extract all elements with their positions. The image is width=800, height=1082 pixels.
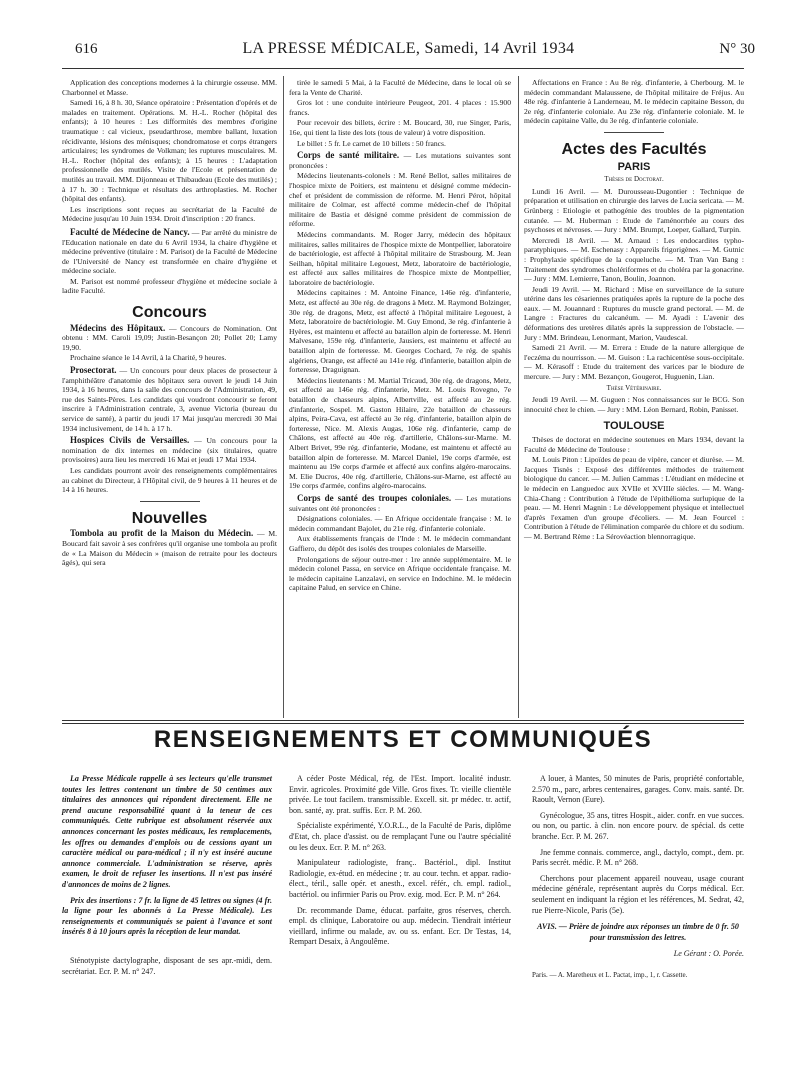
news-item	[62, 436, 277, 465]
column-3	[524, 78, 744, 543]
journal-title: LA PRESSE MÉDICALE, Samedi, 14 Avril 1934	[242, 40, 575, 57]
classified-column-3	[532, 774, 744, 981]
item-body: — Un concours pour deux places de prosecteur à l'amphithéâtre d'anatomie des hôpitaux sera ouvert le jeudi 14 Juin 1934, à 16 heures, dans la salle des concours de l'Administration, 49, rue des Saints-Pères. Les candidats qui voudront concourir se feront inscrire à l'Administration centrale, 3, avenue Victoria (bureau du service de santé), à partir du jeudi 17 Mai jusqu'au mercredi 30 Mai 1934 inclusivement, de 14 h. à 17 h.	[62, 366, 277, 433]
renseignements-title: RENSEIGNEMENTS ET COMMUNIQUÉS	[153, 726, 653, 753]
paragraph: Mercredi 18 Avril. — M. Arnaud : Les endocardites typho-paratyphiques. — M. Eschenasy : Appareils frigorigènes. — M. Gutnic : Prophylaxie spécifique de la coqueluche. — M. Tran Van Bang : Traitement des syndromes cholériformes et du choléra par la gonacrine. — Jury : MM. Lemierre, Tanon, Boulin, Joannon.	[524, 235, 744, 284]
page-header	[75, 40, 755, 66]
paragraph: Médecins lieutenants-colonels : M. René Bellot, salles militaires de l'hospice mixte de Poitiers, est maintenu et désigné comme médecin-chef et président de commission de réforme. M. Henri Pérot, hôpital militaire de Colmar, est affecté comme médecin-chef de l'hôpital militaire de Bastia et désigné comme président de commission de réforme.	[289, 171, 511, 229]
item-heading: Corps de santé militaire.	[297, 150, 400, 161]
news-item	[62, 228, 277, 276]
issue-number: N° 30	[719, 41, 755, 57]
header-rule	[62, 68, 744, 69]
paragraph: Jeudi 19 Avril. — M. Guguen : Nos connaissances sur le BCG. Son innocuité chez le chien. — Jury : MM. Léon Bernard, Robin, Panisset.	[524, 395, 744, 414]
news-item	[62, 366, 277, 433]
avis-notice: AVIS. — Prière de joindre aux réponses un timbre de 0 fr. 50 pour transmission des lettres.	[537, 922, 739, 942]
item-body: — M. Boucard fait savoir à ses confrères qu'il organise une tombola au profit de « La Maison du Médecin » (maison de retraite pour les docteurs âgés), qui sera	[62, 529, 277, 568]
page-number: 616	[75, 41, 98, 57]
classified-column-1	[62, 774, 272, 982]
section-rule	[604, 132, 664, 133]
item-body: — Les mutations suivantes sont prononcées :	[289, 151, 512, 170]
paragraph: Lundi 16 Avril. — M. Durousseau-Dugontier : Technique de préparation et utilisation en chirurgie des larves de Lucia sericata. — M. Grünberg : Etiologie et pathogénie des troubles de la pigmentation cutanée. — M. Huberman : Etude de l'aménorrhée au cours des psychoses et névroses. — Jury : MM. Brumpt, Loeper, Gallard, Turpin.	[524, 186, 744, 235]
price-notice: Prix des insertions : 7 fr. la ligne de 45 lettres ou signes (4 fr. la ligne pour les abonnés à La Presse Médicale). Les renseignements et communiqués se paient à l'avance et sont insérés 8 à 10 jours après la réception de leur mandat.	[62, 895, 272, 937]
classified-ad: Gynécologue, 35 ans, titres Hospit., aider. confr. en vue succes. ou non, ou partic. à clin. non encore pourv. de spécial. ds cette branche. Ecr. P. M. 267.	[532, 810, 744, 841]
section-rule	[62, 720, 744, 721]
section-rule	[62, 723, 744, 724]
paragraph: M. Louis Piton : Lipoïdes de peau de vipère, cancer et diurèse. — M. Jacques Tisnès : Exposé des différentes méthodes de traitement biologique du cancer. — M. Julien Cammas : L'étudiant en médecine et le médecin en Languedoc aux XVIIe et XVIIIe siècles. — M. Wang-Chia-Chang : Contribution à l'étude de l'épithélioma surlupique de la peau. — M. Henri Magnin : Le développement physique et intellectuel d'après l'examen d'un groupe d'écoliers. — M. Jean Fourcel : Contribution à l'étude de l'élimination comparée du chlore et du sodium. — M. Bertrand Rème : La Sérovéaction blennorragique.	[524, 455, 744, 541]
printer-line: Paris. — A. Maretheux et L. Pactat, imp., 1, r. Cassette.	[532, 970, 688, 979]
paragraph: Médecins commandants. M. Roger Jarry, médecin des hôpitaux militaires, salles militaires de l'hospice mixte de Montpellier, laboratoire de bactériologie, est affecté à l'hôpital militaire de Strasbourg. M. Jean Seilhan, hôpital militaire Legouest, Metz, laboratoire de bactériologie, est affecté aux salles militaires de l'hospice mixte de Montpellier, laboratoire de bactériologie.	[289, 229, 511, 287]
item-heading: Hospices Civils de Versailles.	[70, 435, 190, 446]
item-heading: Corps de santé des troupes coloniales.	[297, 492, 452, 503]
news-item	[62, 529, 277, 567]
subheading-theses: Thèses de Doctorat.	[604, 175, 664, 184]
paragraph: Médecins lieutenants : M. Martial Tricaud, 30e rég. de dragons, Metz, est affecté au 146e rég. d'infanterie, Metz. M. Louis Rovegno, 7e bataillon de chasseurs alpins, Albertville, est affecté au 2e rég. d'infanterie, Sospel. M. Gaston Hilaire, 22e bataillon de chasseurs alpins, Peira-Cava, est affecté au 3e rég. d'infanterie, bataillon alpin de forteresse, Nice. M. Alexis Augas, 106e rég. d'infanterie, camp de Châlons, est affecté au 40e rég. d'artillerie, Châlons-sur-Marne. M. Albert Brivet, 99e rég. d'infanterie, Modane, est maintenu et affecté au bataillon alpin de forteresse. M. Marcel Daniel, 19e corps d'armée, est maintenu au 19e corps d'armée et affecté aux confins algéro-marocains. M. Elie Ducros, 40e rég. d'artillerie, Châlons-sur-Marne, est affecté au 19e corps d'armée, confins algéro-marocains.	[289, 375, 511, 491]
classified-ad: A louer, à Mantes, 50 minutes de Paris, propriété confortable, 2.570 m., parc, arbres centenaires, garages. Conv. mais. santé. Dr. Raoult, Vernon (Eure).	[532, 774, 744, 805]
column-1	[62, 78, 277, 569]
subsection-toulouse: TOULOUSE	[603, 420, 665, 433]
paragraph: Samedi 21 Avril. — M. Errera : Etude de la nature allergique de l'eczéma du nourrisson. — M. Guison : La rachicentèse sous-occipitale. — M. Kérasoff : Etude du traitement des varices par le biodure de mercure. — Jury : MM. Bezançon, Gougerot, Huguenin, Lian.	[524, 343, 744, 382]
paragraph: Thèses de doctorat en médecine soutenues en Mars 1934, devant la Faculté de Médecine de Toulouse :	[524, 435, 744, 454]
news-item	[289, 151, 511, 170]
item-heading: Tombola au profit de la Maison du Médecin.	[70, 528, 254, 539]
paragraph: Aux établissements français de l'Inde : M. le médecin commandant Gaffiero, du dépôt des isolés des troupes coloniales de Marseille.	[289, 534, 511, 553]
item-body: — Concours de Nomination. Ont obtenu : MM. Caroli 19,09; Justin-Besançon 20; Pollet 20; Lamy 19,90.	[62, 323, 277, 352]
paragraph: Médecins capitaines : M. Antoine Finance, 146e rég. d'infanterie, Metz, est affecté au 30e rég. de dragons à Metz. M. Raymond Bolzinger, 30e rég. de dragons, Metz, est affecté à l'hôpital militaire Legouest, à Metz, laboratoire de bactériologie. M. Guy Emond, 3e rég. d'infanterie à Hyères, est maintenu et affecté au bataillon alpin de forteresse. M. Henri Malvesane, 159e rég. d'infanterie, Jausiers, est maintenu et affecté au bataillon alpin de forteresse. M. Georges Cochard, 7e rég. de spahis algériens, Orange, est affecté au 141e rég. d'infanterie, bataillon alpin de forteresse, Draguignan.	[289, 288, 511, 375]
column-divider	[518, 76, 519, 718]
item-heading: Médecins des Hôpitaux.	[70, 322, 166, 333]
paragraph: Pour recevoir des billets, écrire : M. Boucard, 30, rue Singer, Paris, 16e, qui tient la liste des lots (tous de valeur) à votre disposition.	[289, 118, 511, 137]
classified-ad: Jne femme connais. commerce, angl., dactylo, compt., dem. pr. Paris secrét. médic. P. M. n° 268.	[532, 847, 744, 868]
paragraph: Gros lot : une conduite intérieure Peugeot, 201. 4 places : 15.900 francs.	[289, 98, 511, 117]
classified-ad: Cherchons pour placement appareil nouveau, usage courant médecine générale, représentant auprès du Corps médical. Ecr. seulement en indiquant la région et les références, M. Sedrat, 42, rue Pierre-Nicole, Paris (5e).	[532, 873, 744, 915]
classified-ad: Manipulateur radiologiste, franç.. Bactériol., dipl. Institut Radiologie, ex-étud. en médecine ; tr. au cour. techn. et appar. radio-élect., téril., salle opér. et anesth., excel. référ., ch. empl. radiol., bactériol. ou infirmier Paris ou Prov. exig. mod. Ecr. P. M. n° 264.	[289, 858, 511, 899]
subsection-paris: PARIS	[617, 160, 651, 173]
column-2	[289, 78, 511, 594]
item-body: — Par arrêté du ministre de l'Education nationale en date du 6 Avril 1934, la chaire d'hygiène et médecine préventive (titulaire : M. Parisot) de la Faculté de Médecine de l'Université de Nancy est transformée en chaire d'hygiène et médecine sociale.	[62, 227, 277, 276]
subheading-theses-vet: Thèse Vétérinaire.	[606, 383, 662, 392]
section-rule	[140, 501, 200, 502]
item-body: — Les mutations suivantes ont été prononcées :	[289, 493, 511, 513]
news-item	[289, 494, 511, 513]
classified-ad: Spécialiste expérimenté, Y.O.R.L., de la Faculté de Paris, diplôme d'Etat, ch. place d'assist. ou de remplaçant l'une ou l'autre spécialité ou les deux. Ecr. P. M. n° 263.	[289, 821, 511, 852]
paragraph: Les inscriptions sont reçues au secrétariat de la Faculté de Médecine jusqu'au 10 Juin 1934. Droit d'inscription : 20 francs.	[62, 204, 277, 224]
paragraph: Jeudi 19 Avril. — M. Richard : Mise en surveillance de la suture utérine dans les césariennes pratiquées après la rupture de la poche des eaux. — M. Jouannard : Ruptures du muscle grand pectoral. — M. de Langre : Fractures du calcanéum. — M. Ayadi : L'avenir des déformations des uretères dilatés après la suppression de l'obstacle. — Jury : MM. Brindeau, Lenormant, Marion, Vaudescal.	[524, 284, 744, 342]
paragraph: Les candidats pourront avoir des renseignements complémentaires au cabinet du Directeur, à l'Hôpital civil, de 9 heures à 11 heures et de 14 à 16 heures.	[62, 465, 277, 495]
paragraph: Désignations coloniales. — En Afrique occidentale française : M. le médecin commandant Bajolet, du 21e rég. d'infanterie coloniale.	[289, 514, 511, 533]
column-divider	[283, 76, 284, 718]
gerant-signature: Le Gérant : O. Porée.	[673, 949, 744, 959]
section-title-nouvelles: Nouvelles	[131, 509, 208, 527]
intro-notice: La Presse Médicale rappelle à ses lecteurs qu'elle transmet toutes les lettres contenant un timbre de 50 centimes aux titulaires des annonces qui répondent directement. Elle ne prend aucune responsabilité quant à la teneur de ces communiqués. Cette rubrique est absolument réservée aux annonces concernant les postes médicaux, les remplacements, les offres ou demandes d'emplois ou de cessions ayant un caractère médical ou para-médical ; il n'y est inséré aucune annonce commerciale. L'administration se réserve, après examen, le droit de refuser les insertions. Il n'est pas inséré d'annonces de moins de 2 lignes.	[62, 774, 272, 889]
classified-ad: Sténotypiste dactylographe, disposant de ses apr.-midi, dem. secrétariat. Ecr. P. M. n° 247.	[62, 955, 272, 976]
item-heading: Faculté de Médecine de Nancy.	[70, 226, 190, 237]
item-heading: Prosectorat.	[70, 365, 117, 376]
paragraph: Affectations en France : Au 8e rég. d'infanterie, à Cherbourg. M. le médecin commandant Malaussene, de l'hôpital militaire de Fréjus. Au 48e rég. d'infanterie à Landerneau, M. le médecin capitaine Besson, du 2e rég. d'infanterie coloniale. Au 23e rég. d'infanterie coloniale. M. le médecin capitaine Valle, du 3e rég. d'infanterie coloniale.	[524, 78, 744, 126]
item-body: — Un concours pour la nomination de dix internes en médecine (six titulaires, quatre provisoires) aura lieu les mercredi 16 Mai et jeudi 17 Mai 1934.	[62, 436, 277, 465]
paragraph: Le billet : 5 fr. Le carnet de 10 billets : 50 francs.	[297, 138, 446, 148]
paragraph: Application des conceptions modernes à la chirurgie osseuse. MM. Charbonnel et Masse.	[62, 78, 277, 97]
section-title-actes: Actes des Facultés	[561, 140, 707, 158]
paragraph: M. Parisot est nommé professeur d'hygiène et médecine sociale à ladite Faculté.	[62, 276, 277, 296]
classified-column-2	[289, 774, 511, 953]
classified-ad: Dr. recommande Dame, éducat. parfaite, gros réserves, cherch. empl. ds clinique, Laboratoire ou aup. médecin. Tiendrait intérieur vieillard, infirme ou malade, av. ou ss. enfant. Ecr. Dr Testas, 14, Rempart Desaix, à Angoulême.	[289, 905, 511, 947]
section-title-concours: Concours	[132, 304, 207, 322]
classified-ad: A céder Poste Médical, rég. de l'Est. Import. localité industr. Envir. agricoles. Proximité gde Ville. Gros fixes. Tr. vieille clientèle privée. Le tout facilem. transmissible. Excell. sit. pr médec. tr. actif, bon. santé, ay. prat. suffis. Ecr. P. M. 260.	[289, 774, 511, 815]
news-item	[62, 324, 277, 353]
paragraph: Prochaine séance le 14 Avril, à la Charité, 9 heures.	[70, 353, 227, 363]
paragraph: Prolongations de séjour outre-mer : 1re année supplémentaire. M. le médecin colonel Passa, en service en Afrique occidentale française. M. le médecin capitaine Lanzalavi, en service en Indochine. M. le médecin capitaine Palud, en service en Chine.	[289, 554, 511, 593]
paragraph: Samedi 16, à 8 h. 30, Séance opératoire : Présentation d'opérés et de malades en traitement. Opérations. M. H.-L. Rocher (hôpital des enfants); à 10 heures : Les difformités des membres d'origine traumatique : cal vicieux, pseudarthrose, membre ballant, luxation récidivante, lésions des ménisques; chondromatose et corps étrangers articulaires; les syndromes de Volkman; les ruptures musculaires. M. H.-L. Rocher (hôpital des enfants); à 15 heures : L'adaptation professionnelle des mutilés. Visite de l'Ecole et présentation de mutilés au travail. MM. Dijonneau et Thibaudeau (Ecole des mutilés) ; à 17 h. 30 : Technique et résultats des arthroplasties. M. Rocher (hôpital des enfants).	[62, 98, 277, 204]
paragraph: tirée le samedi 5 Mai, à la Faculté de Médecine, dans le local où se fera la Vente de Charité.	[289, 78, 511, 97]
